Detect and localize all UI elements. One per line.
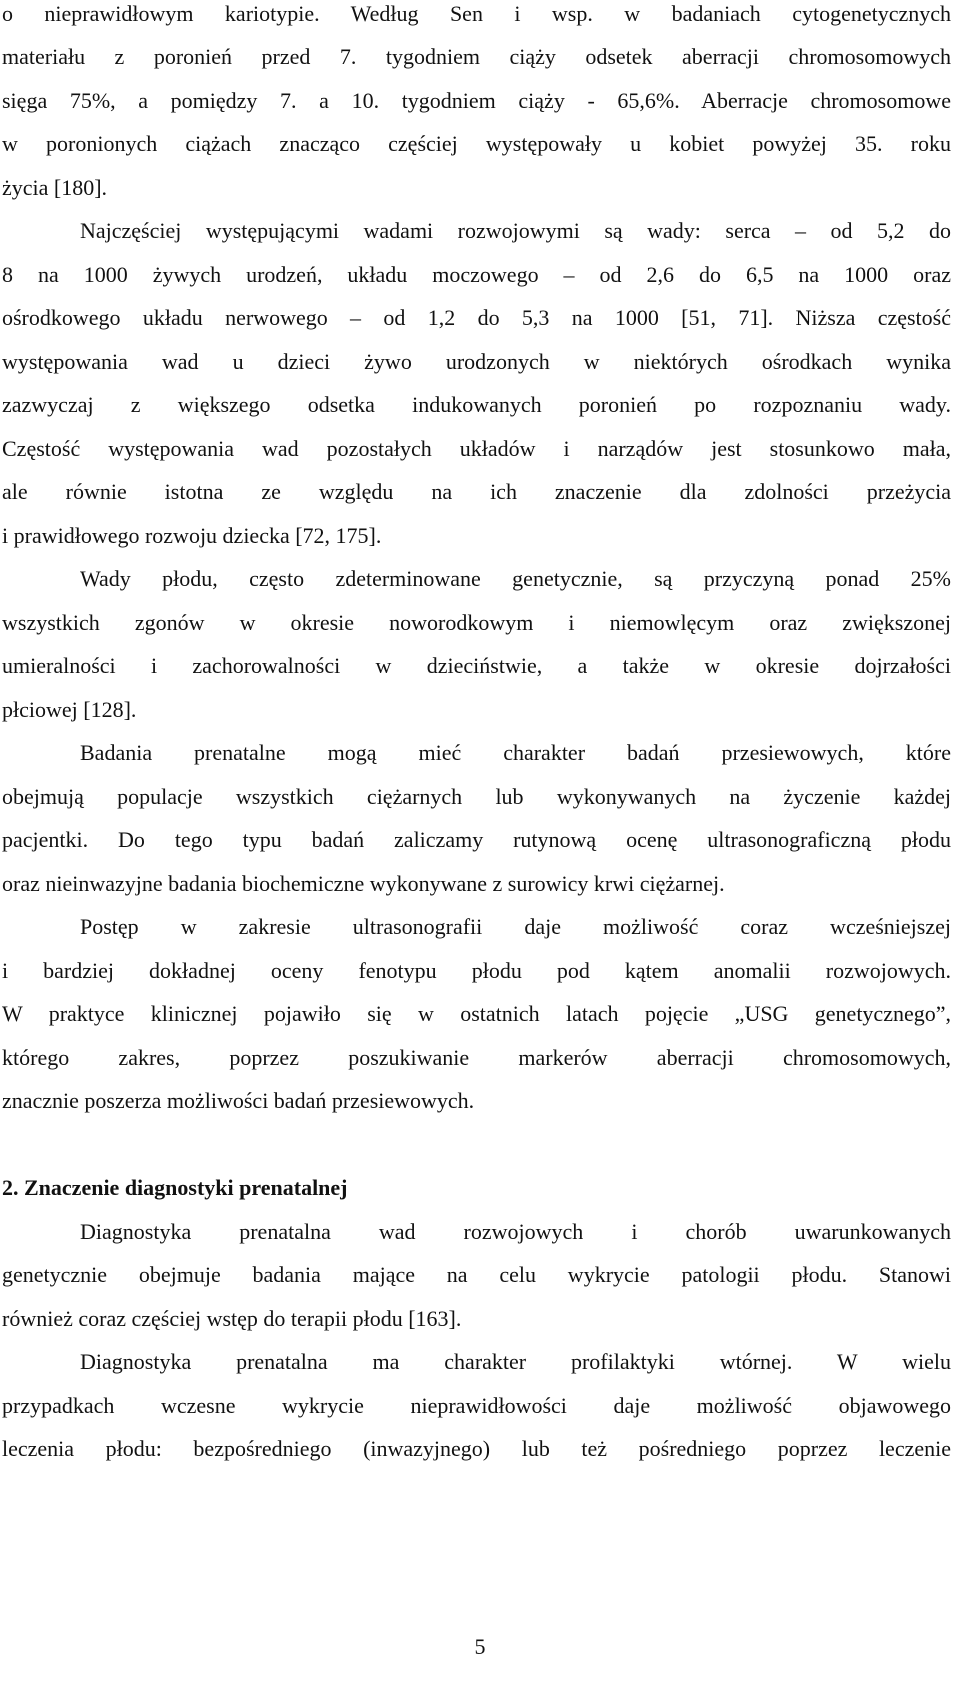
text-line: o nieprawidłowym kariotypie. Według Sen i wsp. w badaniach cytogenetycznych <box>2 1 951 26</box>
text-line: występowania wad u dzieci żywo urodzonych w niektórych ośrodkach wynika <box>2 349 951 374</box>
text-line: 8 na 1000 żywych urodzeń, układu moczowego – od 2,6 do 6,5 na 1000 oraz <box>2 262 951 287</box>
text-line: przypadkach wczesne wykrycie nieprawidłowości daje możliwość objawowego <box>2 1393 951 1418</box>
text-line: i prawidłowego rozwoju dziecka [72, 175]. <box>2 523 382 548</box>
text-line: w poronionych ciążach znacząco częściej występowały u kobiet powyżej 35. roku <box>2 131 951 156</box>
text-line: wszystkich zgonów w okresie noworodkowym i niemowlęcym oraz zwiększonej <box>2 610 951 635</box>
text-line: Wady płodu, często zdeterminowane genetycznie, są przyczyną ponad 25% <box>80 566 951 591</box>
text-line: Postęp w zakresie ultrasonografii daje możliwość coraz wcześniejszej <box>80 914 951 939</box>
text-line: Częstość występowania wad pozostałych układów i narządów jest stosunkowo mała, <box>2 436 951 461</box>
text-line: obejmują populacje wszystkich ciężarnych lub wykonywanych na życzenie każdej <box>2 784 951 809</box>
text-line: również coraz częściej wstęp do terapii płodu [163]. <box>2 1306 462 1331</box>
text-line: życia [180]. <box>2 175 108 200</box>
text-line: ośrodkowego układu nerwowego – od 1,2 do 5,3 na 1000 [51, 71]. Niższa częstość <box>2 305 951 330</box>
text-line: sięga 75%, a pomiędzy 7. a 10. tygodniem ciąży - 65,6%. Aberracje chromosomowe <box>2 88 951 113</box>
text-line: Najczęściej występującymi wadami rozwojowymi są wady: serca – od 5,2 do <box>80 218 951 243</box>
page-number: 5 <box>474 1634 486 1659</box>
section-heading: 2. Znaczenie diagnostyki prenatalnej <box>2 1175 348 1200</box>
text-line: Diagnostyka prenatalna ma charakter profilaktyki wtórnej. W wielu <box>80 1349 951 1374</box>
text-line: znacznie poszerza możliwości badań przesiewowych. <box>2 1088 475 1113</box>
text-line: ale równie istotna ze względu na ich znaczenie dla zdolności przeżycia <box>2 479 951 504</box>
text-line: genetycznie obejmuje badania mające na celu wykrycie patologii płodu. Stanowi <box>2 1262 951 1287</box>
text-line: płciowej [128]. <box>2 697 137 722</box>
text-line: materiału z poronień przed 7. tygodniem ciąży odsetek aberracji chromosomowych <box>2 44 951 69</box>
text-line: W praktyce klinicznej pojawiło się w ostatnich latach pojęcie „USG genetycznego”, <box>2 1001 951 1026</box>
text-line: pacjentki. Do tego typu badań zaliczamy rutynową ocenę ultrasonograficzną płodu <box>2 827 951 852</box>
text-line: Diagnostyka prenatalna wad rozwojowych i chorób uwarunkowanych <box>80 1219 951 1244</box>
text-line: zazwyczaj z większego odsetka indukowanych poronień po rozpoznaniu wady. <box>2 392 951 417</box>
text-line: którego zakres, poprzez poszukiwanie markerów aberracji chromosomowych, <box>2 1045 951 1070</box>
text-line: leczenia płodu: bezpośredniego (inwazyjnego) lub też pośredniego poprzez leczenie <box>2 1436 951 1461</box>
text-line: umieralności i zachorowalności w dzieciństwie, a także w okresie dojrzałości <box>2 653 951 678</box>
text-line: i bardziej dokładnej oceny fenotypu płodu pod kątem anomalii rozwojowych. <box>2 958 951 983</box>
text-line: oraz nieinwazyjne badania biochemiczne wykonywane z surowicy krwi ciężarnej. <box>2 871 725 896</box>
text-line: Badania prenatalne mogą mieć charakter badań przesiewowych, które <box>80 740 951 765</box>
